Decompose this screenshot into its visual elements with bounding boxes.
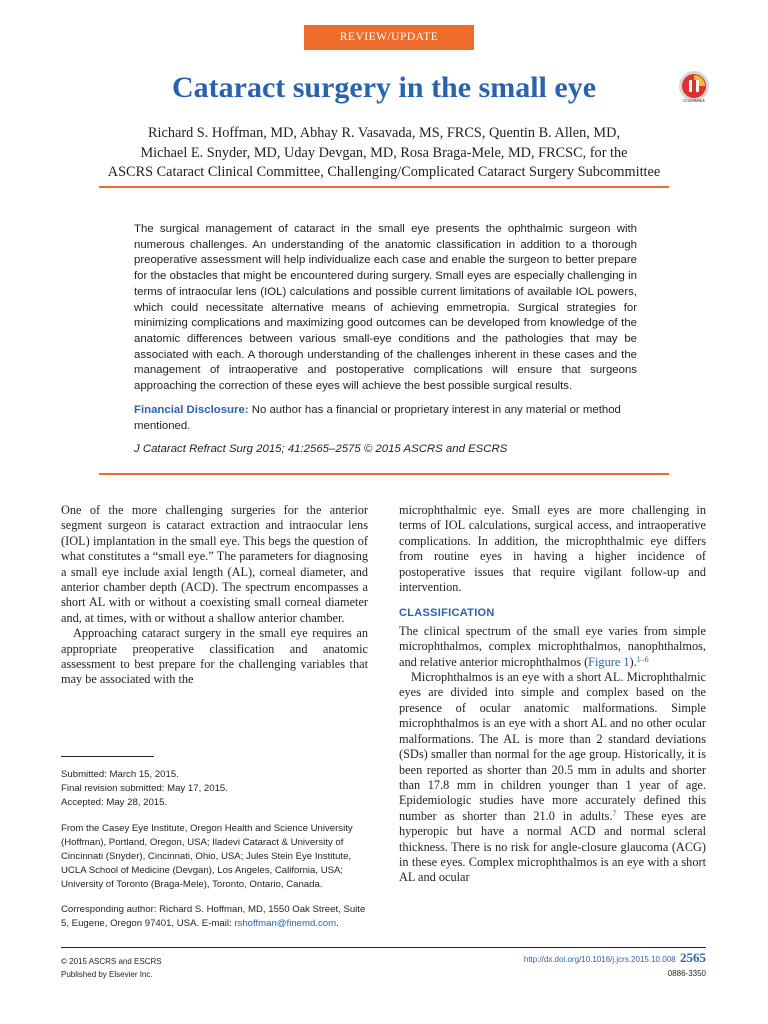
submission-dates	[61, 768, 368, 810]
section-heading-classification: CLASSIFICATION	[399, 607, 495, 620]
corresponding-text: Corresponding author: Richard S. Hoffman, MD, 1550 Oak Street, Suite 5, Eugene, Oregon 97401, USA. E-mail:	[61, 904, 366, 929]
abstract-top-rule	[99, 186, 669, 188]
financial-disclosure-label: Financial Disclosure:	[134, 404, 249, 416]
author-list	[40, 124, 728, 183]
footer-left	[61, 955, 162, 981]
abstract	[134, 222, 637, 395]
corresponding-suffix: .	[336, 917, 339, 929]
final-revision-date: Final revision submitted: May 17, 2015.	[61, 782, 228, 794]
body-paragraph	[399, 624, 706, 670]
author-line: Richard S. Hoffman, MD, Abhay R. Vasavada, MS, FRCS, Quentin B. Allen, MD,	[147, 125, 621, 141]
footer-divider	[61, 947, 706, 948]
financial-disclosure-text: No author has a financial or proprietary interest in any material or method mentioned.	[134, 404, 621, 432]
footnote-divider	[61, 756, 154, 757]
figure-1-link[interactable]: Figure 1	[588, 654, 630, 669]
page-number: 2565	[680, 950, 706, 965]
corresponding-author	[61, 903, 368, 931]
section-banner: REVIEW/UPDATE	[304, 25, 474, 50]
body-paragraph: Approaching cataract surgery in the small eye requires an appropriate preoperative classification and anatomic assessment to best prepare for the challenging variables that may be associated with the	[61, 626, 368, 687]
abstract-bottom-rule	[99, 473, 669, 475]
crossmark-label: CrossMark	[683, 98, 705, 103]
paragraph-text: ).	[629, 654, 637, 669]
body-column-left	[61, 503, 368, 688]
article-title: Cataract surgery in the small eye	[171, 71, 597, 104]
copyright: © 2015 ASCRS and ESCRS	[61, 957, 162, 966]
footer-right	[430, 951, 706, 981]
abstract-text: The surgical management of cataract in the small eye presents the ophthalmic surgeon with numerous challenges. An understanding of the anatomic classification in addition to a thorough preoperative assessment will help individualize each case and enable the surgeon to better prepare for the obstacles that might be encountered during surgery. Small eyes are especially challenging in terms of intraocular lens (IOL) calculations and possible current limitations of available IOL powers, which could necessitate alternative means of achieving emmetropia. Surgical strategies for minimizing complications and maximizing good outcomes can be developed from knowledge of the anatomic differences between various small-eye conditions and the pathologies that may be associated with each. A thorough understanding of the challenges inherent in these cases and the management of intraoperative and postoperative complications will ensure that surgeons approaching the correction of these eyes will achieve the best possible surgical results.	[134, 223, 637, 393]
submitted-date: Submitted: March 15, 2015.	[61, 769, 179, 780]
body-paragraph: One of the more challenging surgeries for the anterior segment surgeon is cataract extraction and intraocular lens (IOL) implantation in the small eye. This begs the question of what constitutes a “small eye.” The parameters for diagnosing a small eye include axial length (AL), corneal diameter, and anterior chamber depth (ACD). The spectrum encompasses a short AL with or without a coexisting small corneal diameter and, at times, with or without a shallow anterior chamber.	[61, 503, 368, 625]
body-column-right	[399, 503, 706, 886]
paragraph-text: The clinical spectrum of the small eye varies from simple microphthalmos, complex microphthalmos, nanophthalmos, and relative anterior microphthalmos (	[399, 623, 706, 669]
financial-disclosure	[134, 403, 637, 434]
body-paragraph: microphthalmic eye. Small eyes are more challenging in terms of IOL calculations, surgical access, and intraoperative complications. In addition, the microphthalmic eye differs from routine eyes in having a higher incidence of postoperative issues that require vigilant follow-up and intervention.	[399, 503, 706, 595]
journal-citation: J Cataract Refract Surg 2015; 41:2565–2575 © 2015 ASCRS and ESCRS	[134, 443, 508, 455]
publisher: Published by Elsevier Inc.	[61, 970, 153, 979]
doi-link[interactable]: http://dx.doi.org/10.1016/j.jcrs.2015.10.008	[523, 955, 676, 964]
reference-link[interactable]: 7	[612, 808, 617, 818]
issn: 0886-3350	[667, 969, 706, 978]
accepted-date: Accepted: May 28, 2015.	[61, 796, 168, 808]
author-line: ASCRS Cataract Clinical Committee, Challenging/Complicated Cataract Surgery Subcommittee	[107, 164, 661, 180]
body-paragraph	[399, 670, 706, 886]
reference-link[interactable]: 1–6	[636, 654, 649, 664]
affiliations	[61, 822, 368, 892]
email-link[interactable]: rshoffman@finemd.com	[234, 917, 337, 929]
affiliation-text: From the Casey Eye Institute, Oregon Health and Science University (Hoffman), Portland, Oregon, USA; Iladevi Cataract & University of Cincinnati (Snyder), Cincinnati, Ohio, USA; Jules Stein Eye Institute, UCLA School of Medicine (Devgan), Los Angeles, California, USA; University of Toronto (Braga-Mele), Toronto, Ontario, Canada.	[61, 823, 353, 890]
author-line: Michael E. Snyder, MD, Uday Devgan, MD, Rosa Braga-Mele, MD, FRCSC, for the	[140, 144, 628, 161]
paragraph-text: These eyes are hyperopic but have a normal ACD and normal scleral thickness. There is no risk for angle-closure glaucoma (ACG) in these eyes. Complex microphthalmos is an eye with a short AL and ocular	[399, 808, 706, 885]
paragraph-text: Microphthalmos is an eye with a short AL. Microphthalmic eyes are divided into simple and complex based on the presence of ocular anatomic malformations. Simple microphthalmos is an eye with a short AL and no other ocular malformations. The AL is more than 2 standard deviations (SDs) smaller than normal for the age group. Historically, it is been reported as shorter than 20.5 mm in adults and shorter than 17.8 mm in children younger than 1 year of age. Epidemiologic studies have more accurately defined this number as shorter than 21.0 in adults.	[399, 670, 706, 823]
